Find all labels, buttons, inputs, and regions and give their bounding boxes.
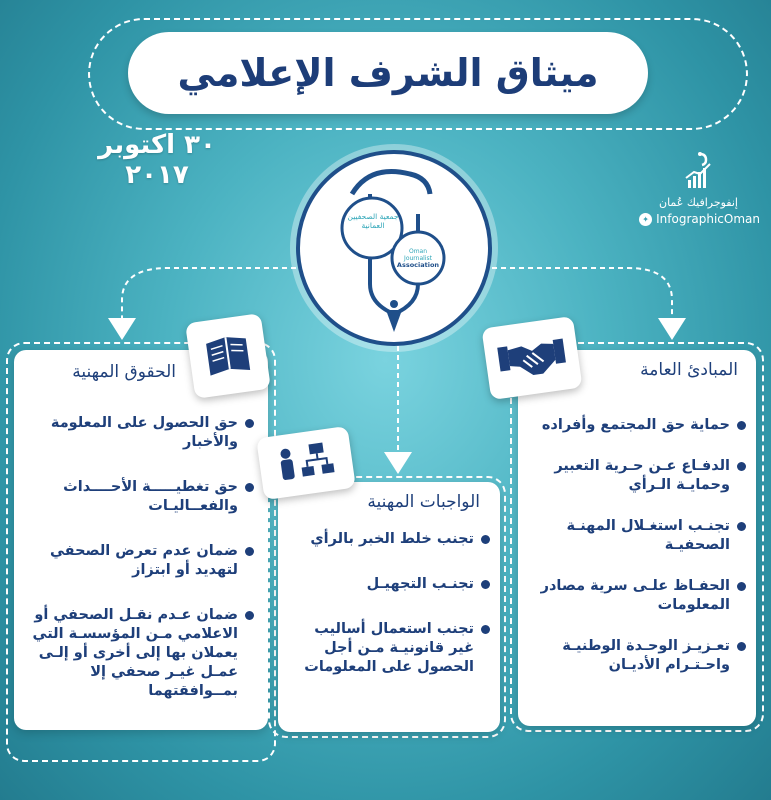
logo-english-line3: Association [396,261,440,269]
list-item: حماية حق المجتمع وأفراده [524,416,746,435]
brand-logo-icon [680,150,720,192]
list-item: تجنـب التجهيـل [286,575,490,594]
list-item: تجنـب استغـلال المهنـة الصحفيـة [524,517,746,555]
list-item: الحفـاظ علـى سرية مصادر المعلومات [524,577,746,615]
duties-title: الواجبات المهنية [367,492,480,512]
principles-list [524,416,746,697]
logo-arabic-text: جمعية الصحفيين العمانية [347,212,399,230]
list-item: الدفـاع عـن حـرية التعبير وحمايـة الـرأي [524,457,746,495]
brand [610,150,760,230]
rights-list [22,414,254,727]
logo-english-text [395,248,441,269]
brand-twitter [639,212,760,226]
list-item: ضمان عـدم نقـل الصحفي أو الاعلامي مـن المؤسسـة التي يعملان بها إلى أخرى أو إلـى عمـل غيـر صحفي إلا بمــوافقتهما [22,606,254,701]
books-icon [199,330,257,383]
rights-panel [14,350,268,730]
logo-english-line2: Journalist [404,255,432,262]
twitter-icon: ✦ [639,213,652,226]
list-item: تجنب خلط الخبر بالرأي [286,530,490,549]
duties-panel [278,482,500,732]
logo-english-line1: Oman [408,248,428,255]
brand-name: إنفوجرافيك عُمان [659,196,738,209]
principles-title: المبادئ العامة [640,360,738,380]
org-chart-icon [273,439,340,487]
duties-list [286,530,490,703]
list-item: ضمان عدم تعرض الصحفي لتهديد أو ابتزاز [22,542,254,580]
org-chart-icon-card [256,426,356,500]
date-label: ٣٠ اكتوبر ٢٠١٧ [98,130,216,190]
handshake-icon [494,330,570,385]
list-item: حق تغطيـــــة الأحــــداث والفعــاليـات [22,478,254,516]
list-item: حق الحصول على المعلومة والأخبار [22,414,254,452]
list-item: تعـزيـز الوحـدة الوطنيـة واحـتـرام الأديـان [524,637,746,675]
twitter-handle: InfographicOman [656,212,760,226]
rights-title: الحقوق المهنية [72,362,176,382]
principles-panel [518,350,756,726]
pen-nib-icon [300,154,488,342]
handshake-icon-card [481,316,582,400]
books-icon-card [185,313,271,399]
page-title: ميثاق الشرف الإعلامي [128,32,648,114]
list-item: تجنب استعمال أساليب غير قانونيـة مـن أجل الحصول على المعلومات [286,620,490,677]
association-logo [296,150,492,346]
